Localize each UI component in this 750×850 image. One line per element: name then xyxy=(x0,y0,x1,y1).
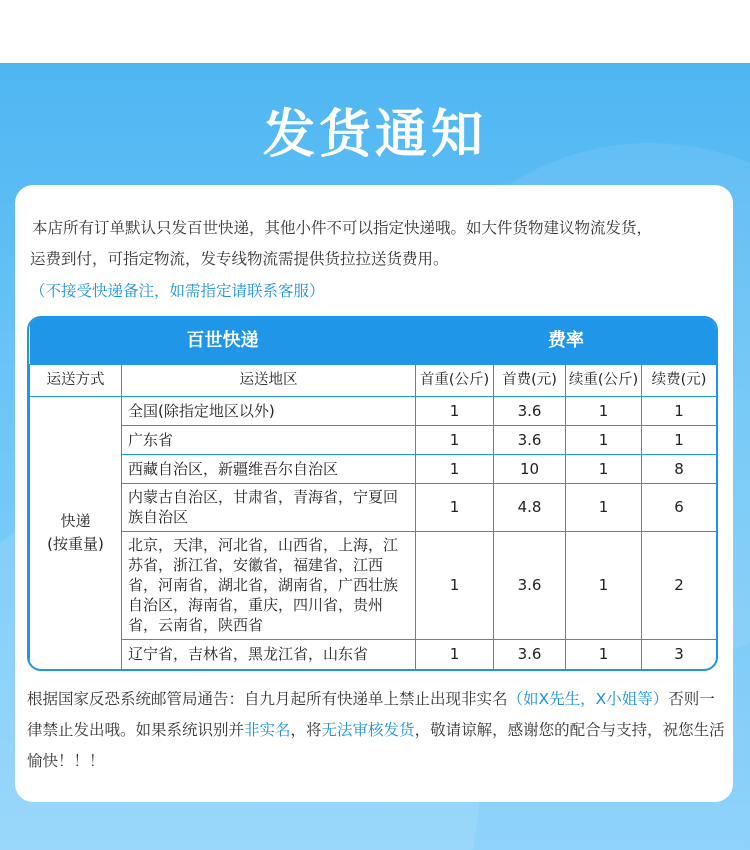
intro-note: （不接受快递备注，如需指定请联系客服） xyxy=(30,282,325,300)
header-carrier: 百世快递 xyxy=(30,318,416,364)
region-cell: 全国(除指定地区以外) xyxy=(122,396,416,425)
add-fee-cell: 6 xyxy=(642,483,717,531)
intro-line-2: 运费到付，可指定物流，发专线物流需提供货拉拉送货费用。 xyxy=(30,250,449,268)
real-name-notice xyxy=(27,684,727,777)
col-first-weight: 首重(公斤) xyxy=(416,364,494,396)
region-cell: 广东省 xyxy=(122,425,416,454)
region-cell: 北京，天津，河北省，山西省，上海，江苏省，浙江省，安徽省，福建省，江西省，河南省，湖北省，湖南省，广西壮族自治区，海南省，重庆，四川省，贵州省，云南省，陕西省 xyxy=(122,531,416,639)
add-fee-cell: 1 xyxy=(642,425,717,454)
add-weight-cell: 1 xyxy=(566,639,642,669)
mode-line-1: 快递 xyxy=(60,511,91,530)
intro-text xyxy=(30,213,730,307)
table-header-row xyxy=(30,318,717,364)
col-region: 运送地区 xyxy=(122,364,416,396)
table-row xyxy=(30,639,717,669)
add-fee-cell: 8 xyxy=(642,454,717,483)
first-fee-cell: 3.6 xyxy=(494,425,566,454)
table-row xyxy=(30,425,717,454)
col-add-weight: 续重(公斤) xyxy=(566,364,642,396)
add-fee-cell: 3 xyxy=(642,639,717,669)
notice-no-review: 无法审核发货 xyxy=(321,721,415,739)
add-fee-cell: 2 xyxy=(642,531,717,639)
header-rates: 费率 xyxy=(416,318,717,364)
first-weight-cell: 1 xyxy=(416,425,494,454)
notice-non-real-name: 非实名 xyxy=(244,721,291,739)
table-row xyxy=(30,396,717,425)
notice-card xyxy=(15,185,733,802)
first-weight-cell: 1 xyxy=(416,454,494,483)
table-row xyxy=(30,454,717,483)
add-weight-cell: 1 xyxy=(566,396,642,425)
intro-line-1: 本店所有订单默认只发百世快递，其他小件不可以指定快递哦。如大件货物建议物流发货， xyxy=(32,219,653,237)
region-cell: 内蒙古自治区，甘肃省，青海省，宁夏回族自治区 xyxy=(122,483,416,531)
first-fee-cell: 3.6 xyxy=(494,531,566,639)
first-weight-cell: 1 xyxy=(416,396,494,425)
table-row xyxy=(30,483,717,531)
table-row xyxy=(30,531,717,639)
first-weight-cell: 1 xyxy=(416,639,494,669)
add-weight-cell: 1 xyxy=(566,531,642,639)
region-cell: 辽宁省，吉林省，黑龙江省，山东省 xyxy=(122,639,416,669)
add-fee-cell: 1 xyxy=(642,396,717,425)
notice-part-3: 否则一律禁止发出哦。如果系统识别并 xyxy=(27,690,715,739)
notice-part-7: ，敬请谅解，感谢您的配合与支持，祝您生活愉快！！！ xyxy=(27,721,725,770)
page-title: 发货通知 xyxy=(262,105,487,165)
add-weight-cell: 1 xyxy=(566,425,642,454)
shipping-mode-cell xyxy=(30,396,122,669)
col-mode: 运送方式 xyxy=(30,364,122,396)
col-first-fee: 首费(元) xyxy=(494,364,566,396)
region-cell: 西藏自治区，新疆维吾尔自治区 xyxy=(122,454,416,483)
col-add-fee: 续费(元) xyxy=(642,364,717,396)
add-weight-cell: 1 xyxy=(566,483,642,531)
first-fee-cell: 3.6 xyxy=(494,639,566,669)
first-weight-cell: 1 xyxy=(416,531,494,639)
column-header-row xyxy=(30,364,717,396)
shipping-rate-table xyxy=(27,316,718,671)
notice-part-1: 根据国家反恐系统邮管局通告：自九月起所有快递单上禁止出现非实名 xyxy=(27,690,508,708)
first-weight-cell: 1 xyxy=(416,483,494,531)
notice-part-5: ，将 xyxy=(290,721,322,739)
first-fee-cell: 3.6 xyxy=(494,396,566,425)
first-fee-cell: 4.8 xyxy=(494,483,566,531)
mode-line-2: (按重量) xyxy=(47,534,104,553)
first-fee-cell: 10 xyxy=(494,454,566,483)
add-weight-cell: 1 xyxy=(566,454,642,483)
notice-example: （如X先生，X小姐等） xyxy=(507,690,669,708)
